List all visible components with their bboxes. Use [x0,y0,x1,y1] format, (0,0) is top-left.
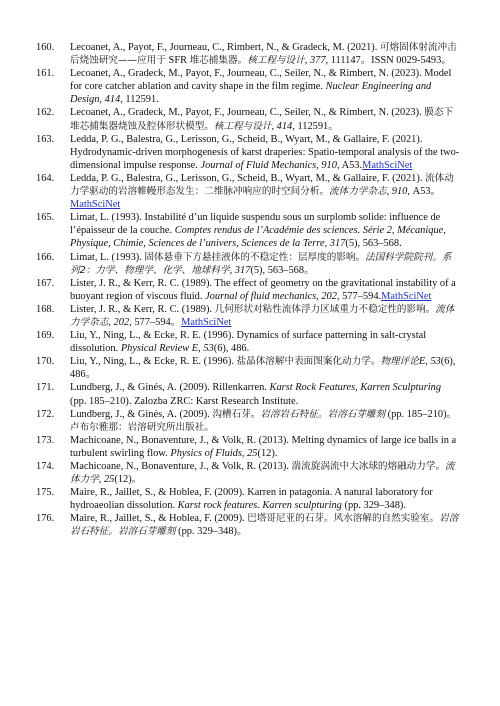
reference-source: , 317 [229,264,251,276]
reference-text: Maire, R., Jaillet, S., & Hoblea, F. (2009). Karren in patagonia. A natural laboratory for hydroaeolian dissolution. [70,487,433,512]
reference-source: Physical Review E, 53 [120,343,214,355]
reference-number: 163. [36,133,55,145]
reference-text: Limat, L. (1993). [70,251,145,263]
reference-source: , 414 [271,120,293,132]
reference-text: (5), 563–568. [345,238,402,250]
reference-text: (pp. 185–210)。 [385,408,457,420]
reference-number: 175. [36,487,55,499]
reference-source: E, 53 [418,356,441,368]
reference-source: , 377 [304,55,326,67]
reference-source: , 910 [386,186,408,198]
reference-text: Ledda, P. G., Balestra, G., Lerisson, G., Scheid, B., Wyart, M., & Gallaire, F. (2021). [70,172,426,184]
reference-number: 165. [36,212,55,224]
reference-number: 168. [36,303,55,315]
reference-number: 170. [36,356,55,368]
reference-text: (pp. 185–210). Zalozba ZRC: Karst Research Institute. [70,395,299,407]
reference-item [0,381,460,407]
reference-text: 堆芯捕集器。 [189,55,248,67]
reference-item [0,251,460,277]
reference-source: Physics of Fluids, 25 [170,447,258,459]
reference-text: , A53。 [407,186,441,198]
reference-text: Lundberg, J., & Ginés, A. (2009). [70,408,213,420]
reference-text: 湍流旋涡流中大冰球的熔融动力学。 [291,461,446,472]
reference-text: , 112591。 [292,120,339,132]
reference-text: (12)。 [114,474,143,486]
reference-source: Journal of fluid mechanics, 202 [205,290,337,302]
reference-text: (pp. 329–348). [341,500,406,512]
reference-source: Nuclear Engineering and Design, 414 [70,81,432,106]
reference-text: Ledda, P. G., Balestra, G., Lerisson, G., Scheid, B., Wyart, M., & Gallaire, F. (2021). Hydrodynamic-driven morphogenesis of karst draperies: Spatio-temporal analysis of the two-dimensional impulse response. [70,133,460,171]
reference-source: Karst Rock Features, Karren Sculpturing [269,382,442,394]
reference-number: 176. [36,513,55,525]
reference-source: 流体力学 [70,461,455,486]
reference-number: 169. [36,330,55,342]
reference-text: Lundberg, J., & Ginés, A. (2009). Rillenkarren. [70,382,270,394]
reference-text: 卢布尔雅那：岩溶研究所出版社。 [70,421,214,433]
reference-item [0,355,460,381]
reference-source: , 202 [108,316,130,328]
reference-item [0,106,460,132]
reference-text: (5), 563–568。 [250,264,315,276]
reference-number: 164. [36,172,55,184]
reference-text: 固体悬垂下方悬挂液体的不稳定性：层厚度的影响。 [144,251,366,263]
reference-text: Lister, J. R., & Kerr, R. C. (1989). [70,303,215,315]
reference-item [0,434,460,460]
reference-text: , 112591. [120,94,159,106]
reference-source: 流体力学杂志 [329,186,387,198]
reference-number: 161. [36,68,55,80]
reference-number: 167. [36,277,55,289]
reference-text: Limat, L. (1993). Instabilité d’un liquide suspendu sous un surplomb solide: influence de l’épaisseur de la couche. [70,212,441,237]
reference-text: (6), 486. [213,343,250,355]
reference-item [0,303,460,329]
reference-number: 160. [36,42,55,53]
reference-item [0,41,460,67]
reference-text: 巴塔哥尼亚的石芽。风水溶解的自然实验室。 [247,513,440,525]
reference-text: , 577–594. [336,290,382,302]
reference-item [0,408,460,434]
reference-text: (pp. 329–348)。 [175,526,248,538]
reference-number: 162. [36,107,55,119]
reference-text: (6), 486。 [70,356,456,381]
reference-item [0,486,460,512]
reference-source: 物理评论 [380,356,419,368]
reference-text: 流体动力学驱动的岩溶帷幔形态发生：二维脉冲响应的时空间分析。 [70,172,454,198]
mathscinet-link[interactable]: MathSciNet [362,159,413,171]
reference-text: , 577–594。 [129,316,182,328]
reference-source: Journal of Fluid Mechanics, 910 [200,159,337,171]
reference-number: 166. [36,251,55,263]
reference-number: 171. [36,382,55,394]
reference-item [0,460,460,486]
reference-item [0,211,460,250]
reference-item [0,277,460,303]
reference-text: Machicoane, N., Bonaventure, J., & Volk, R. (2013). Melting dynamics of large ice balls in a turbulent swirling flow. [70,434,457,459]
reference-text: 几何形状对粘性流体浮力区域重力不稳定性的影响。 [214,303,436,315]
reference-source: 流体力学杂志 [70,303,455,328]
reference-item [0,67,460,106]
reference-text: 沟槽石芽。 [212,408,261,420]
reference-text: 膜态下堆芯捕集器烧蚀及腔体形状模型。 [70,107,454,132]
reference-source: Karst rock features. Karren sculpturing [177,500,342,512]
reference-list [0,41,500,539]
reference-number: 172. [36,408,55,420]
reference-text: Lecoanet, A., Gradeck, M., Payot, F., Journeau, C., Seiler, N., & Rimbert, N. (2023). Model for core catcher ablation and cavity shape in the film regime. [70,68,452,93]
reference-text: Maire, R., Jaillet, S., & Hoblea, F. (2009). [70,513,248,525]
reference-text: 盐晶体溶解中表面图案化动力学。 [236,356,381,368]
mathscinet-link[interactable]: MathSciNet [70,199,121,211]
reference-source: 法国科学院院刊。系列2：力学、物理学、化学、地球科学 [70,251,452,276]
reference-source: 核工程与设计 [213,120,272,132]
reference-text: Lister, J. R., & Kerr, R. C. (1989). The effect of geometry on the gravitational instability of a buoyant region of viscous fluid. [70,277,456,302]
reference-text: 可熔固体射流冲击后烧蚀研究——应用于 [70,42,457,67]
reference-text: , 111147。ISSN 0029-5493。 [325,55,452,67]
reference-text: Machicoane, N., Bonaventure, J., & Volk, R. (2013). [70,461,292,472]
mathscinet-link[interactable]: MathSciNet [381,290,432,302]
reference-text: Liu, Y., Ning, L., & Ecke, R. E. (1996). Dynamics of surface patterning in salt-crystal dissolution. [70,330,427,355]
reference-text: Liu, Y., Ning, L., & Ecke, R. E. (1996). [70,356,237,368]
reference-source: 岩溶岩石特征。岩溶石芽雕刻 [260,408,386,420]
reference-item [0,329,460,355]
reference-source: 岩溶岩石特征。岩溶石芽雕刻 [70,513,459,538]
reference-number: 173. [36,434,55,446]
reference-text: Lecoanet, A., Payot, F., Journeau, C., Rimbert, N., & Gradeck, M. (2021). [70,42,380,53]
reference-text: Lecoanet, A., Gradeck, M., Payot, F., Journeau, C., Seiler, N., & Rimbert, N. (2023). [70,107,425,119]
reference-item [0,172,460,211]
reference-number: 174. [36,461,55,472]
reference-source: Comptes rendus de l’Académie des sciences. Série 2, Mécanique, Physique, Chimie, Sciences de l’univers, Sciences de la Terre, 317 [70,225,446,250]
reference-source: 核工程与设计 [247,55,305,67]
mathscinet-link[interactable]: MathSciNet [181,316,232,328]
reference-text: (12). [257,447,278,459]
reference-text: SFR [165,55,190,67]
reference-item [0,512,460,538]
reference-item [0,133,460,172]
reference-text: , A53. [336,159,363,171]
reference-source: , 25 [98,474,115,486]
